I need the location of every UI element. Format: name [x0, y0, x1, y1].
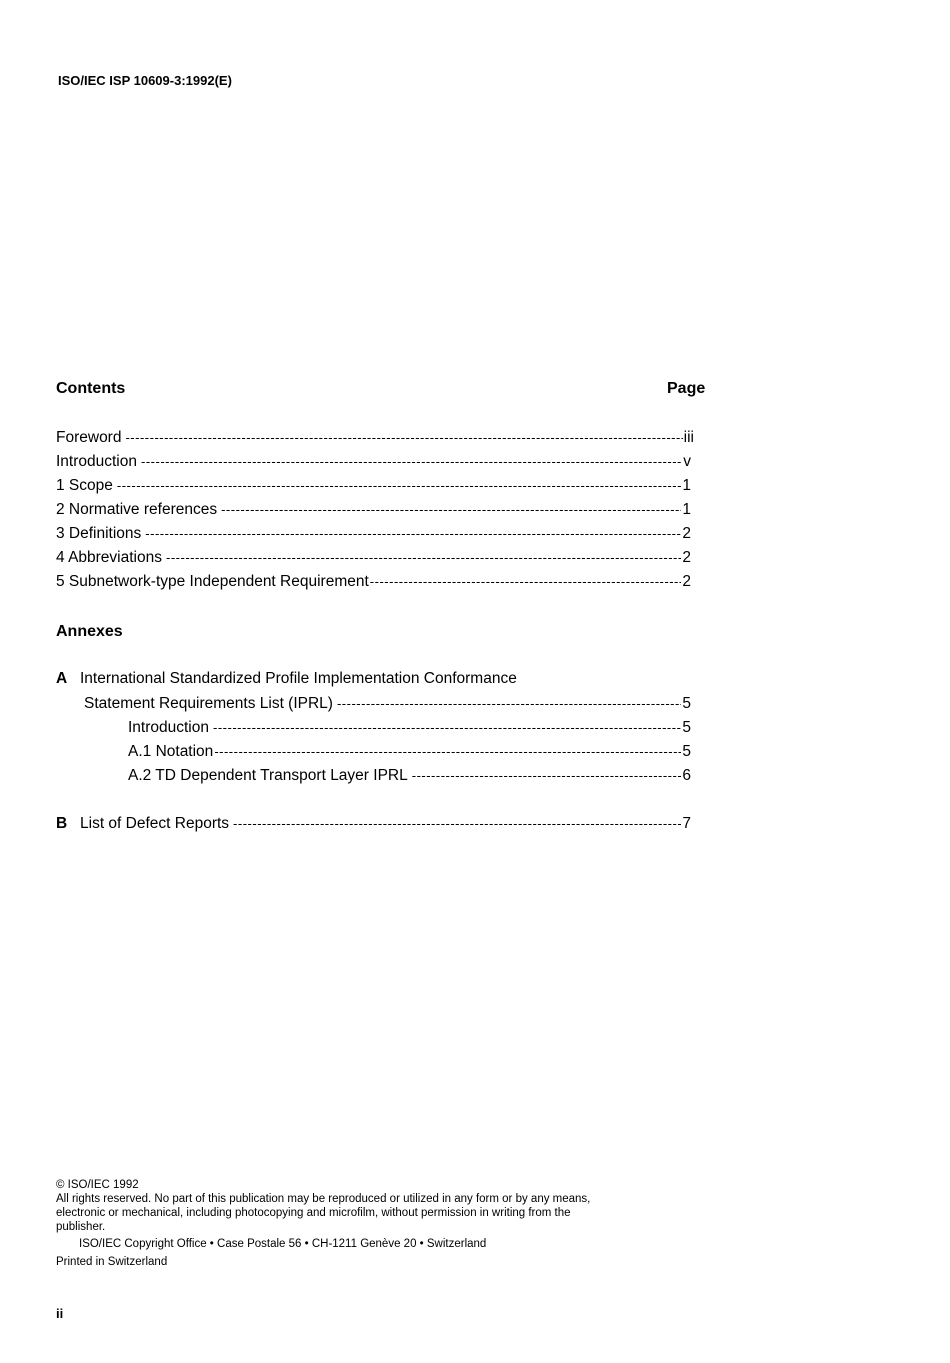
- annex-a-title-text: International Standardized Profile Implementation Conformance: [80, 670, 517, 687]
- toc-entry-page: 1: [682, 477, 691, 494]
- toc-entry-definitions[interactable]: [56, 524, 691, 544]
- annex-letter: B: [56, 815, 68, 832]
- toc-entry-page: 2: [682, 549, 691, 566]
- annex-a-title[interactable]: [56, 669, 517, 689]
- copyright-office-address: ISO/IEC Copyright Office • Case Postale 56 • CH-1211 Genève 20 • Switzerland: [79, 1238, 487, 1250]
- toc-entry-label: A.2 TD Dependent Transport Layer IPRL: [128, 767, 408, 784]
- toc-entry-label: 3 Definitions: [56, 525, 142, 542]
- page-column-heading: Page: [667, 380, 706, 397]
- dot-leader: [117, 476, 681, 496]
- toc-entry-introduction[interactable]: [56, 452, 691, 472]
- toc-entry-label: 4 Abbreviations: [56, 549, 162, 566]
- printed-in: Printed in Switzerland: [56, 1256, 168, 1268]
- toc-entry-page: iii: [683, 429, 694, 446]
- toc-entry-label: Statement Requirements List (IPRL): [84, 695, 333, 712]
- toc-entry-label: Introduction: [56, 453, 137, 470]
- dot-leader: [214, 742, 681, 762]
- toc-entry-page: 5: [682, 719, 691, 736]
- toc-entry-page: 5: [682, 695, 691, 712]
- toc-entry-normative-references[interactable]: [56, 500, 691, 520]
- contents-heading: Contents: [56, 380, 126, 397]
- annex-a-entry-td-dependent-iprl[interactable]: [128, 766, 691, 786]
- toc-entry-page: 2: [682, 573, 691, 590]
- toc-entry-label: Foreword: [56, 429, 122, 446]
- copyright-line: © ISO/IEC 1992: [56, 1179, 139, 1191]
- toc-entry-label: 2 Normative references: [56, 501, 218, 518]
- toc-entry-label: Introduction: [128, 719, 209, 736]
- dot-leader: [370, 572, 682, 592]
- annex-b-entry[interactable]: [56, 814, 691, 834]
- toc-entry-page: 2: [682, 525, 691, 542]
- annex-b-title-text: List of Defect Reports: [80, 815, 230, 832]
- toc-entry-label: 1 Scope: [56, 477, 113, 494]
- annex-a-subtitle-entry[interactable]: [84, 694, 691, 714]
- toc-entry-foreword[interactable]: [56, 428, 694, 448]
- dot-leader: [145, 524, 681, 544]
- toc-entry-scope[interactable]: [56, 476, 691, 496]
- rights-statement: All rights reserved. No part of this publication may be reproduced or utilized in any form or by any means, electronic or mechanical, including photocopying and microfilm, without permission in writing from the publisher.: [56, 1193, 591, 1233]
- copyright-footer: [56, 1178, 601, 1269]
- toc-entry-page: v: [683, 453, 691, 470]
- annex-a-entry-notation[interactable]: [128, 742, 691, 762]
- toc-entry-subnetwork-requirement[interactable]: [56, 572, 691, 592]
- annex-letter: A: [56, 670, 68, 687]
- page-number: ii: [56, 1306, 64, 1321]
- dot-leader: [166, 548, 681, 568]
- annex-a-entry-introduction[interactable]: [128, 718, 691, 738]
- dot-leader: [337, 694, 681, 714]
- toc-entry-page: 1: [682, 501, 691, 518]
- dot-leader: [233, 814, 681, 834]
- dot-leader: [141, 452, 682, 472]
- toc-entry-page: 7: [682, 815, 691, 832]
- dot-leader: [213, 718, 681, 738]
- toc-entry-page: 6: [682, 767, 691, 784]
- annexes-heading: Annexes: [56, 623, 123, 640]
- toc-entry-page: 5: [682, 743, 691, 760]
- document-header-id: ISO/IEC ISP 10609-3:1992(E): [58, 73, 232, 88]
- dot-leader: [221, 500, 681, 520]
- toc-entry-label: 5 Subnetwork-type Independent Requirement: [56, 573, 369, 590]
- toc-entry-abbreviations[interactable]: [56, 548, 691, 568]
- toc-entry-label: A.1 Notation: [128, 743, 214, 760]
- dot-leader: [412, 766, 682, 786]
- dot-leader: [125, 428, 682, 448]
- toc-entry-label: [56, 814, 233, 834]
